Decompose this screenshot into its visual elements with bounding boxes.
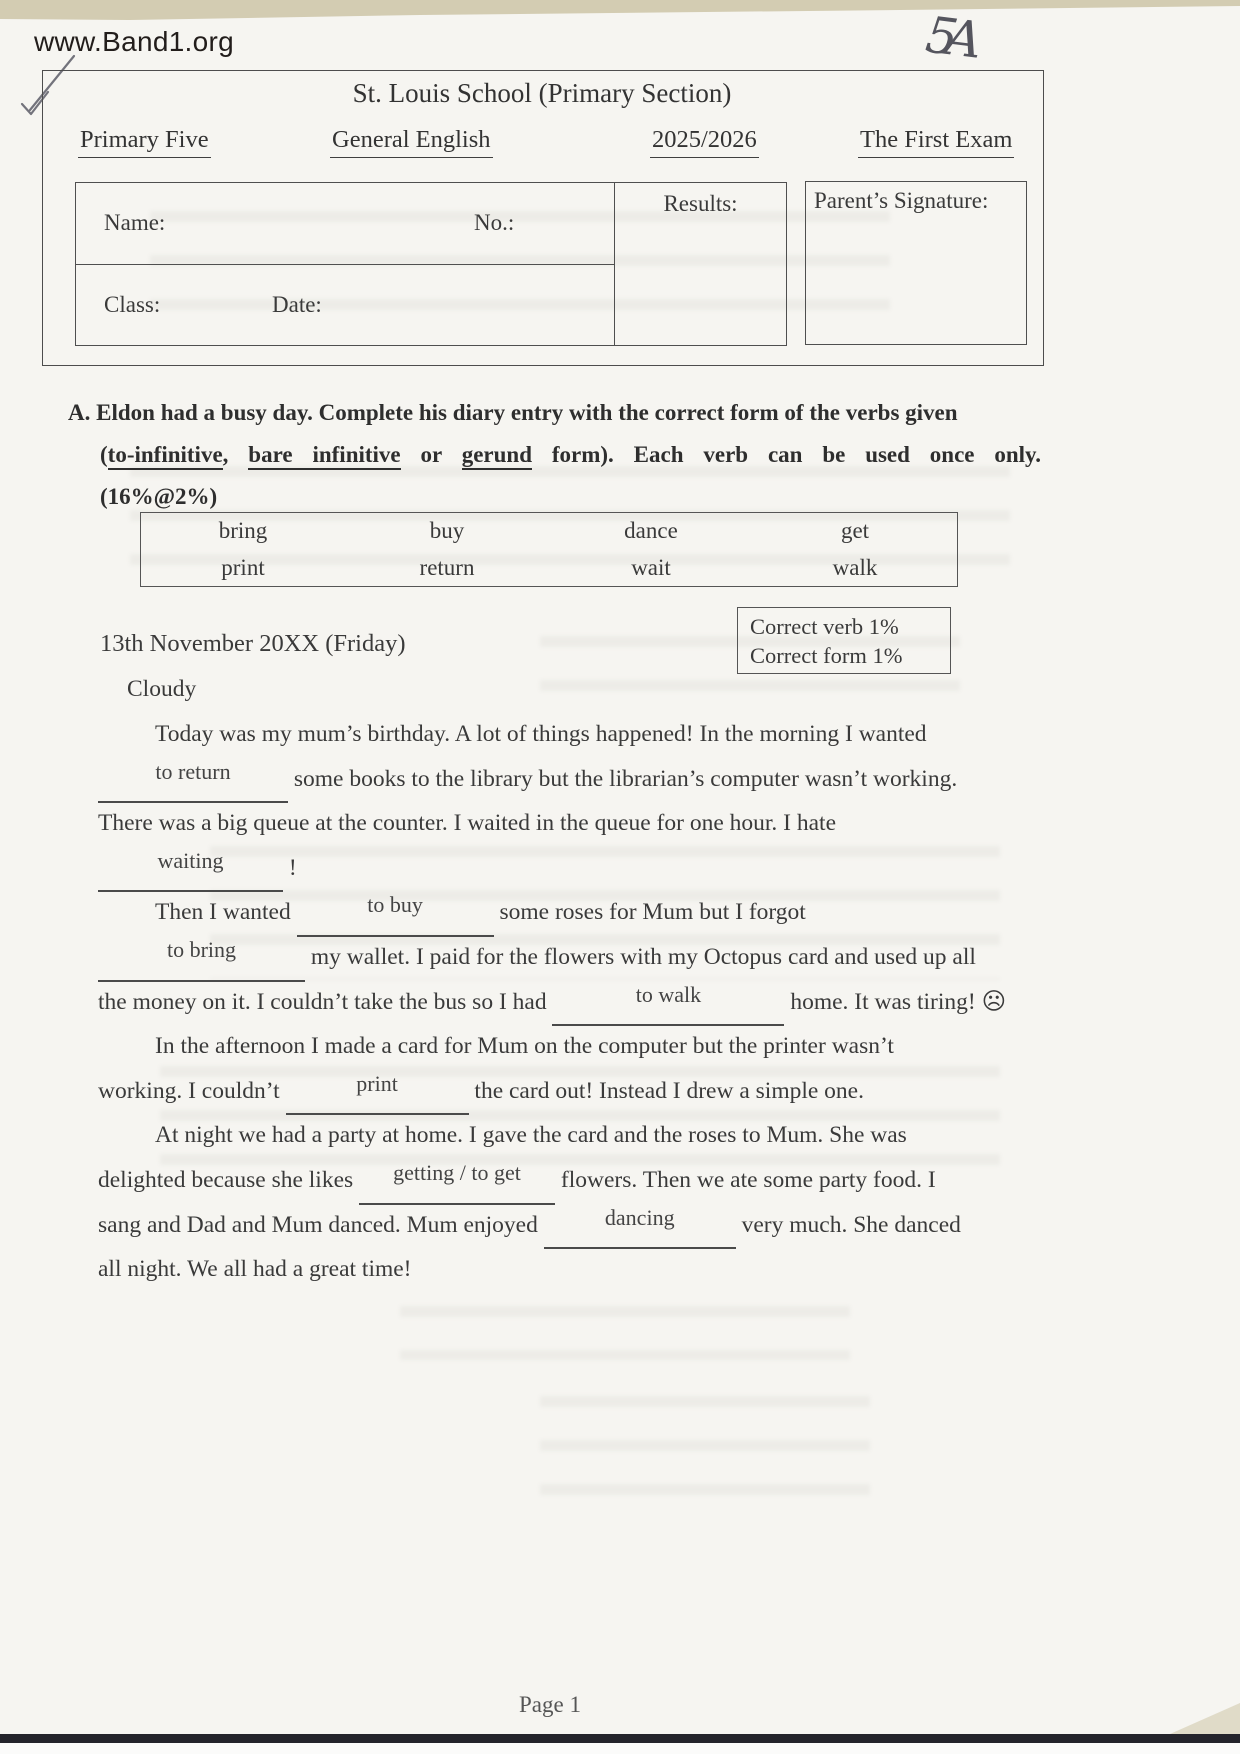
diary-text: !	[288, 854, 297, 881]
diary-text: some books to the library but the librarian’s computer wasn’t working.	[293, 765, 958, 792]
instruction-text-2: Each verb can be used once only.	[633, 442, 1042, 467]
diary-text: some roses for Mum but I forgot	[499, 899, 806, 926]
results-label: Results:	[663, 191, 738, 216]
page-number: Page 1	[519, 1692, 581, 1717]
diary-text: the money on it. I couldn’t take the bus so I had	[98, 988, 547, 1015]
answer-blank-5	[552, 980, 784, 1027]
answer-blank-3	[297, 890, 494, 937]
correct-verb-note: Correct verb 1%	[750, 614, 899, 639]
date-label: Date:	[272, 291, 322, 317]
instruction-line-1	[68, 392, 1043, 434]
diary-line: At night we had a party at home. I gave the card and the roses to Mum. She was	[155, 1122, 907, 1149]
scanner-corner-bottom-right	[1170, 1703, 1240, 1734]
diary-text: my wallet. I paid for the flowers with my Octopus card and used up all	[310, 943, 976, 970]
student-info-left	[76, 183, 615, 345]
school-title: St. Louis School (Primary Section)	[352, 78, 732, 108]
no-label: No.:	[474, 210, 515, 236]
diary-line: In the afternoon I made a card for Mum on the computer but the printer wasn’t	[155, 1033, 894, 1060]
diary-date: 13th November 20XX (Friday)	[100, 630, 406, 657]
answer-getting-to-get: getting / to get	[393, 1159, 521, 1185]
subject: General English	[330, 126, 493, 158]
diary-line	[98, 935, 1148, 980]
answer-blank-4	[98, 935, 305, 982]
answer-blank-1	[98, 757, 288, 804]
answer-to-bring: to bring	[166, 936, 237, 962]
close-paren: form).	[551, 442, 614, 467]
name-label: Name:	[104, 210, 166, 236]
diary-text: the card out! Instead I drew a simple one.	[474, 1077, 864, 1104]
school-year: 2025/2026	[650, 126, 759, 158]
marks-allocation: (16%@2%)	[100, 484, 218, 509]
diary-text: Then I wanted	[155, 899, 291, 926]
exam-name: The First Exam	[858, 126, 1014, 158]
diary-text: very much. She danced	[741, 1211, 961, 1238]
scanner-edge-bottom	[0, 1734, 1240, 1743]
answer-to-return: to return	[155, 758, 231, 784]
diary-weather: Cloudy	[127, 676, 197, 702]
diary-text-with-sad-face: home. It was tiring! ☹	[790, 988, 1007, 1015]
parent-signature-label: Parent’s Signature:	[814, 188, 989, 213]
diary-line	[98, 757, 1148, 802]
diary-line: There was a big queue at the counter. I waited in the queue for one hour. I hate	[98, 810, 837, 837]
section-a-instructions	[68, 392, 1043, 518]
answer-blank-2	[98, 846, 283, 893]
answer-dancing: dancing	[604, 1204, 675, 1230]
marking-scheme-box	[737, 607, 951, 674]
or-word: or	[420, 442, 442, 467]
name-no-row	[76, 183, 614, 265]
answer-print: print	[356, 1070, 398, 1096]
scanner-edge-below	[0, 1743, 1240, 1754]
diary-text: working. I couldn’t	[98, 1077, 280, 1104]
diary-text: sang and Dad and Mum danced. Mum enjoyed	[98, 1211, 538, 1238]
verb-return: return	[419, 554, 475, 580]
comma: ,	[222, 442, 229, 467]
parent-signature-box	[805, 181, 1027, 345]
scanner-edge-top	[0, 0, 1240, 22]
term-gerund: gerund	[462, 442, 532, 470]
term-to-infinitive: to-infinitive	[108, 442, 223, 470]
verb-get: get	[840, 518, 870, 544]
answer-blank-6	[286, 1069, 469, 1116]
verb-print: print	[221, 554, 265, 580]
correct-form-note: Correct form 1%	[750, 643, 903, 668]
instruction-line-2	[100, 434, 1041, 476]
diary-line	[98, 1069, 1148, 1114]
verb-bring: bring	[218, 518, 268, 544]
bleed-through-artifact	[400, 1290, 850, 1360]
diary-text: flowers. Then we ate some party food. I	[560, 1166, 936, 1193]
diary-line	[98, 1203, 1148, 1248]
handwritten-class-mark: 5A	[922, 5, 974, 69]
class-date-row	[76, 265, 614, 346]
class-level: Primary Five	[78, 126, 211, 158]
class-label: Class:	[104, 291, 161, 317]
answer-blank-7	[359, 1158, 555, 1205]
verb-dance: dance	[624, 518, 678, 544]
verb-walk: walk	[832, 554, 878, 580]
section-label: A.	[68, 400, 91, 425]
website-watermark: www.Band1.org	[34, 26, 235, 57]
answer-to-walk: to walk	[635, 981, 702, 1007]
diary-line: all night. We all had a great time!	[98, 1256, 412, 1283]
diary-body	[98, 712, 1148, 1292]
diary-line: Today was my mum’s birthday. A lot of things happened! In the morning I wanted	[155, 721, 927, 747]
bleed-through-artifact	[540, 1380, 870, 1500]
diary-line	[98, 890, 1148, 935]
diary-text: delighted because she likes	[98, 1166, 354, 1193]
answer-waiting: waiting	[157, 847, 224, 873]
diary-line	[98, 846, 1148, 891]
answer-to-buy: to buy	[367, 892, 423, 918]
term-bare-infinitive: bare infinitive	[248, 442, 400, 470]
student-info-table	[75, 182, 787, 346]
diary-line	[98, 980, 1148, 1025]
open-paren: (	[100, 442, 108, 467]
verb-wait: wait	[631, 554, 671, 580]
verb-buy: buy	[429, 518, 465, 544]
instruction-text-1: Eldon had a busy day. Complete his diary entry with the correct form of the verbs given	[96, 400, 958, 425]
verb-word-bank	[140, 512, 958, 587]
answer-blank-8	[544, 1203, 736, 1250]
